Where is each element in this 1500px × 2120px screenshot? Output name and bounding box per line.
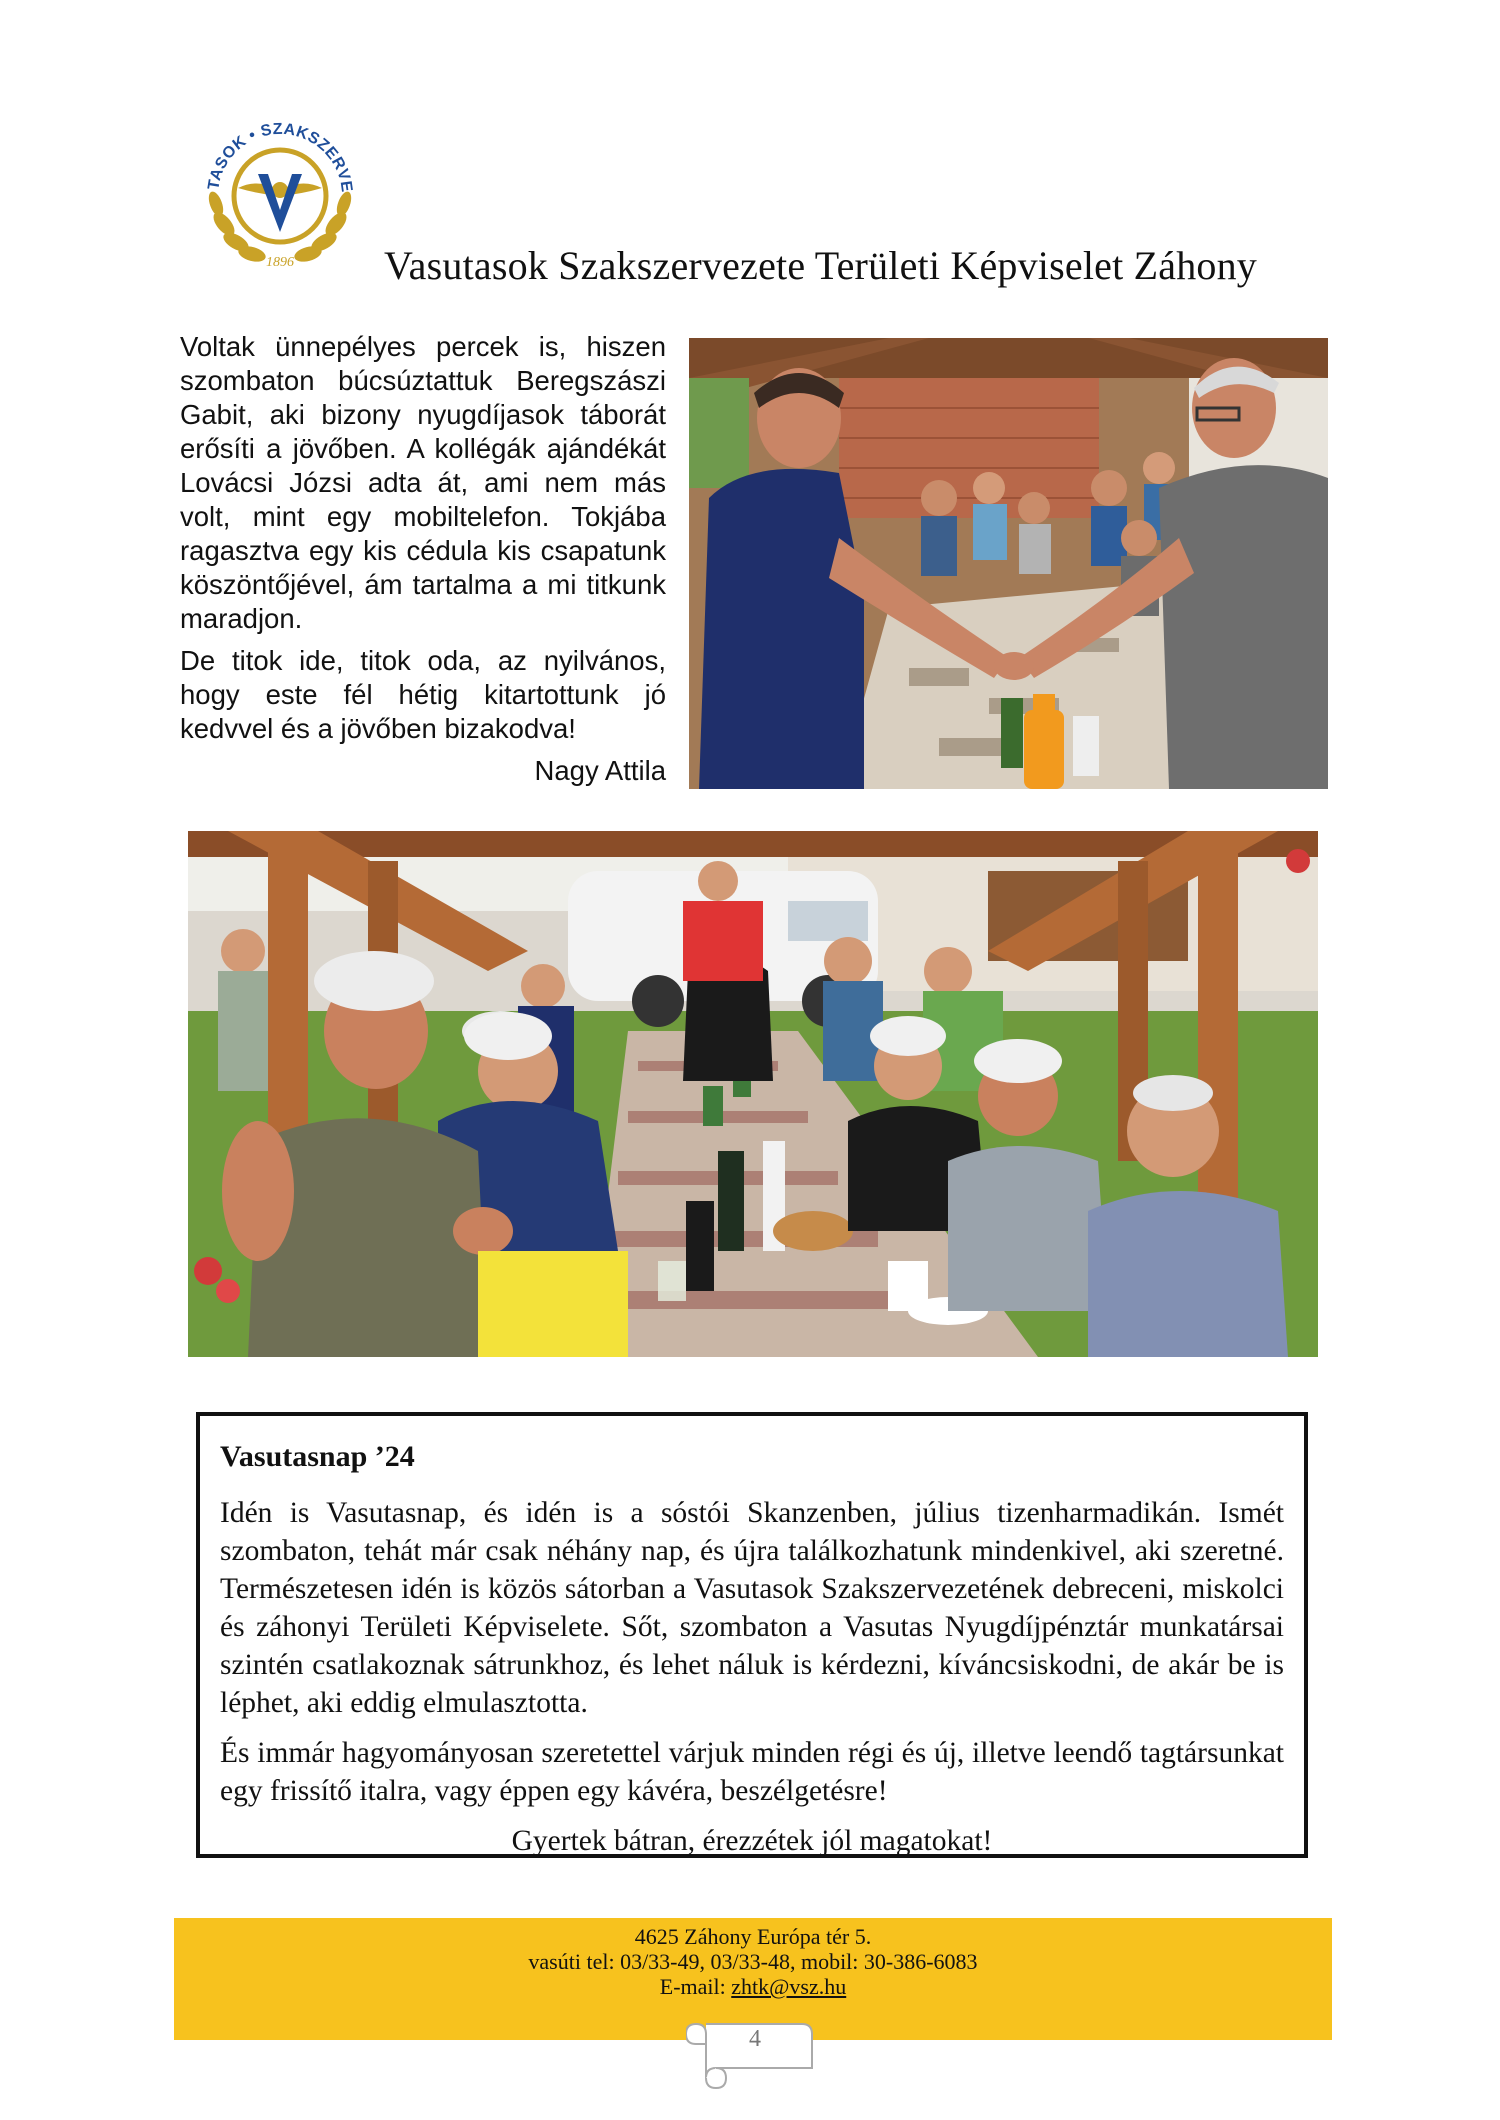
logo-arc-text: TASOK • SZAKSZERVE — [205, 120, 356, 194]
article-paragraph: Idén is Vasutasnap, és idén is a sóstói Skanzenben, július tizenharmadikán. Ismét szombaton, tehát már csak néhány nap, és újra találkozhatunk mindenkivel, aki szeretné. Természetesen idén is közös sátorban a Vasutasok Szakszervezetének debreceni, miskolci és záhonyi Területi Képviselete. Sőt, szombaton a Vasutas Nyugdíjpénztár munkatársai szintén csatlakoznak sátrunkhoz, és lehet náluk is kérdezni, kíváncsiskodni, de akár be is léphet, aki eddig elmulasztotta. — [220, 1497, 1284, 1719]
signature: Nagy Attila — [534, 755, 666, 786]
footer-email-line — [174, 1974, 1332, 1999]
photo-group-table — [188, 831, 1318, 1357]
logo-year: 1896 — [266, 255, 294, 270]
page-number: 4 — [749, 2026, 761, 2052]
photo-handshake — [689, 338, 1328, 789]
article-closing: Gyertek bátran, érezzétek jól magatokat! — [511, 1825, 993, 1857]
header-title: Vasutasok Szakszervezete Területi Képviselet Záhony — [384, 243, 1258, 288]
union-logo — [188, 96, 372, 280]
intro-paragraph: Voltak ünnepélyes percek is, hiszen szombaton búcsúztattuk Beregszászi Gabit, aki bizony nyugdíjasok táborát erősíti a jövőben. A kollégák ajándékát Lovácsi Józsi adta át, ami nem más volt, mint egy mobiltelefon. Tokjába ragasztva egy kis cédula kis csapatunk köszöntőjével, ám tartalma a mi titkunk maradjon. — [180, 331, 666, 634]
article-title: Vasutasnap ’24 — [220, 1440, 415, 1473]
intro-paragraph: De titok ide, titok oda, az nyilvános, hogy este fél hétig kitartottunk jó kedvvel és a jövőben bizakodva! — [180, 645, 666, 744]
intro-text — [180, 330, 666, 796]
article-paragraph: És immár hagyományosan szeretettel várjuk minden régi és új, illetve leendő tagtársunkat egy frissítő italra, vagy éppen egy kávéra, beszélgetésre! — [220, 1737, 1284, 1807]
footer-email-label: E-mail: — [659, 1974, 732, 1999]
footer-phones: vasúti tel: 03/33-49, 03/33-48, mobil: 30-386-6083 — [528, 1949, 978, 1974]
article-box — [196, 1412, 1308, 1858]
footer-address: 4625 Záhony Európa tér 5. — [634, 1924, 872, 1949]
footer-email-link[interactable]: zhtk@vsz.hu — [731, 1974, 847, 1999]
